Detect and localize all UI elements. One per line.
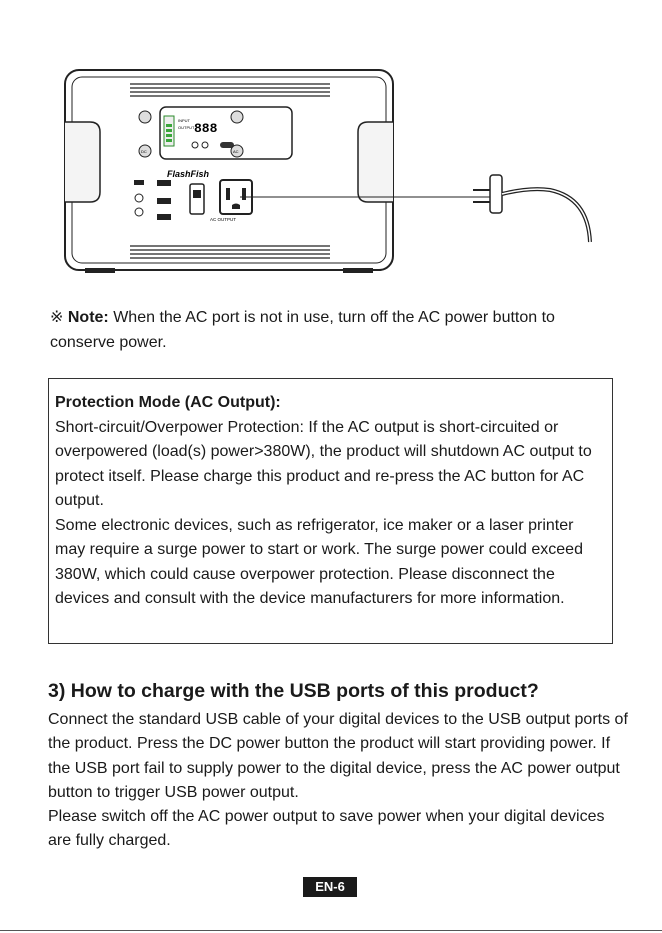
note-paragraph bbox=[50, 305, 620, 355]
protection-paragraph-1: Short-circuit/Overpower Protection: If the AC output is short-circuited or overpowered (load(s) power>380W), the product will shutdown AC output to protect itself. Please charge this product and re-press the AC button for AC output. bbox=[55, 418, 592, 509]
usb-charging-section bbox=[48, 678, 628, 854]
note-text: When the AC port is not in use, turn off the AC power button to conserve power. bbox=[50, 309, 555, 351]
protection-paragraph-2: Some electronic devices, such as refrigerator, ice maker or a laser printer may require a surge power to start or work. The surge power could exceed 380W, which could cause overpower protection. Please disconnect the devices and consult with the device manufacturers for more information. bbox=[55, 516, 583, 607]
ac-output-label: AC OUTPUT bbox=[210, 217, 237, 222]
display-output-label: OUTPUT bbox=[178, 125, 195, 130]
section-paragraph-1: Connect the standard USB cable of your digital devices to the USB output ports of the product. Press the DC power button the product will start providing power. If the USB port fail to supply power to the digital device, press the AC power output button to trigger USB power output. bbox=[48, 711, 628, 801]
light-button-icon bbox=[231, 111, 243, 123]
svg-text:888: 888 bbox=[194, 121, 218, 136]
power-button-icon bbox=[139, 111, 151, 123]
protection-title: Protection Mode (AC Output): bbox=[55, 394, 281, 411]
note-label: Note: bbox=[67, 309, 109, 326]
protection-mode-box bbox=[48, 378, 613, 644]
dc-button-label: DC bbox=[141, 149, 147, 154]
power-station-illustration bbox=[60, 62, 620, 282]
display-input-label: INPUT bbox=[178, 118, 190, 123]
bottom-rule bbox=[0, 930, 662, 931]
brand-logo: FlashFish bbox=[167, 169, 210, 179]
plug-icon bbox=[490, 175, 502, 213]
page-number: EN-6 bbox=[303, 877, 357, 897]
note-mark: ※ bbox=[50, 309, 64, 326]
section-paragraph-2: Please switch off the AC power output to save power when your digital devices are fully charged. bbox=[48, 808, 605, 850]
ac-button-label: AC bbox=[233, 149, 239, 154]
section-heading: 3) How to charge with the USB ports of this product? bbox=[48, 680, 539, 702]
